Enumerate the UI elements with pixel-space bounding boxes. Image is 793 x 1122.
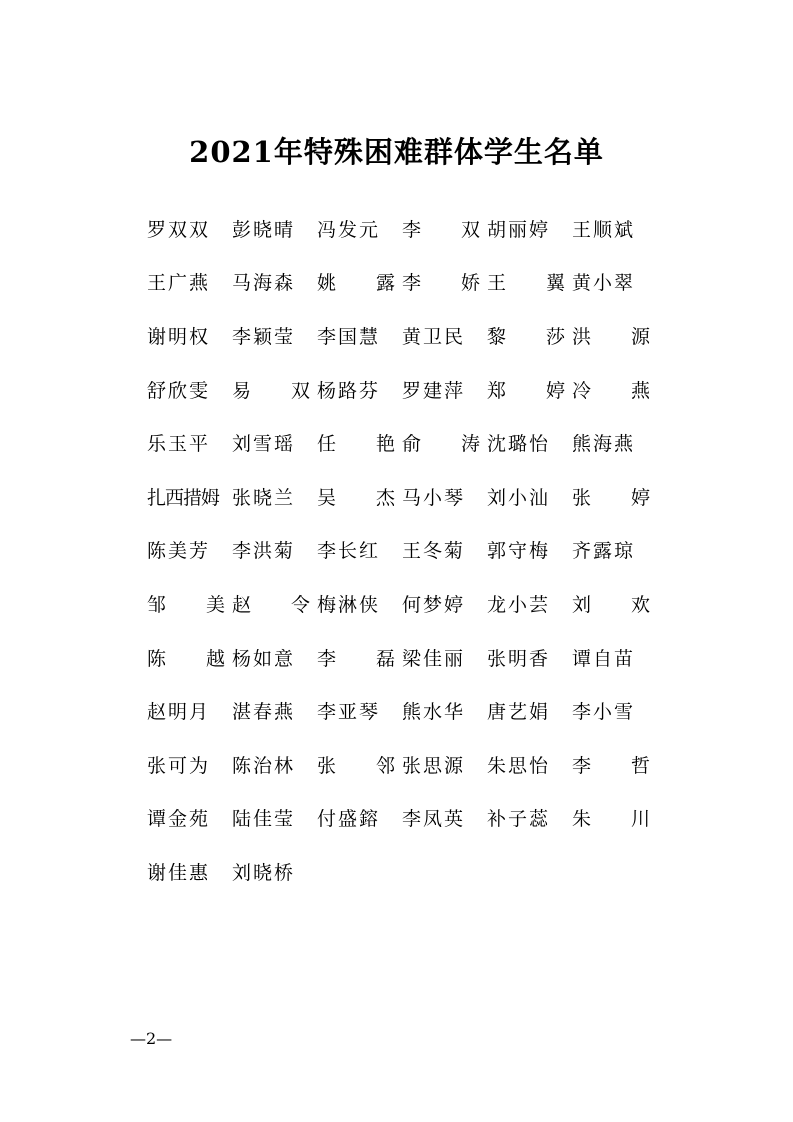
student-name-list — [147, 203, 667, 900]
student-name: 李小雪 — [572, 701, 636, 724]
student-name: 洪 源 — [572, 325, 650, 348]
student-name: 陈 越 — [147, 647, 225, 670]
student-name: 梅淋侠 — [317, 593, 381, 616]
student-name: 龙小芸 — [487, 593, 551, 616]
student-name: 彭晓晴 — [232, 218, 296, 241]
student-name: 黎 莎 — [487, 325, 565, 348]
student-name: 刘晓桥 — [232, 861, 296, 884]
student-name: 罗建萍 — [402, 379, 466, 402]
student-name: 郑 婷 — [487, 379, 565, 402]
student-name: 王 翼 — [487, 272, 565, 295]
student-name: 谭自苗 — [572, 647, 636, 670]
student-name: 舒欣雯 — [147, 379, 211, 402]
document-title: 2021年特殊困难群体学生名单 — [189, 135, 604, 169]
student-name: 陈治林 — [232, 754, 296, 777]
student-name: 李颖莹 — [232, 325, 296, 348]
student-name: 何梦婷 — [402, 593, 466, 616]
student-name: 马海森 — [232, 272, 296, 295]
student-name: 熊水华 — [402, 701, 466, 724]
student-name: 李国慧 — [317, 325, 381, 348]
student-name: 王冬菊 — [402, 540, 466, 563]
student-name: 李洪菊 — [232, 540, 296, 563]
student-name: 李长红 — [317, 540, 381, 563]
student-name: 陆佳莹 — [232, 808, 296, 831]
student-name: 黄小翠 — [572, 272, 636, 295]
student-name: 乐玉平 — [147, 433, 211, 456]
student-name: 刘小汕 — [487, 486, 551, 509]
student-name: 冯发元 — [317, 218, 381, 241]
student-name: 张明香 — [487, 647, 551, 670]
student-name: 邹 美 — [147, 593, 225, 616]
student-name: 朱 川 — [572, 808, 650, 831]
student-name: 齐露琼 — [572, 540, 636, 563]
student-name: 李亚琴 — [317, 701, 381, 724]
student-name: 熊海燕 — [572, 433, 636, 456]
student-name: 张晓兰 — [232, 486, 296, 509]
student-name: 赵 令 — [232, 593, 310, 616]
student-name: 王顺斌 — [572, 218, 636, 241]
student-name: 胡丽婷 — [487, 218, 551, 241]
student-name: 郭守梅 — [487, 540, 551, 563]
student-name: 扎西措姆 — [147, 486, 220, 509]
student-name: 李 哲 — [572, 754, 650, 777]
student-name: 马小琴 — [402, 486, 466, 509]
student-name: 沈璐怡 — [487, 433, 551, 456]
student-name: 王广燕 — [147, 272, 211, 295]
student-name: 罗双双 — [147, 218, 211, 241]
student-name: 朱思怡 — [487, 754, 551, 777]
student-name: 俞 涛 — [402, 433, 480, 456]
student-name: 谢佳惠 — [147, 861, 211, 884]
student-name: 张思源 — [402, 754, 466, 777]
student-name: 谭金苑 — [147, 808, 211, 831]
student-name: 唐艺娟 — [487, 701, 551, 724]
student-name: 姚 露 — [317, 272, 395, 295]
student-name: 吴 杰 — [317, 486, 395, 509]
student-name: 冷 燕 — [572, 379, 650, 402]
student-name: 张 婷 — [572, 486, 650, 509]
student-name: 任 艳 — [317, 433, 395, 456]
student-name: 谢明权 — [147, 325, 211, 348]
student-name: 张 邻 — [317, 754, 395, 777]
student-name: 赵明月 — [147, 701, 211, 724]
student-name: 杨路芬 — [317, 379, 381, 402]
student-name: 湛春燕 — [232, 701, 296, 724]
student-name: 黄卫民 — [402, 325, 466, 348]
student-name: 李 娇 — [402, 272, 480, 295]
student-name: 刘 欢 — [572, 593, 650, 616]
student-name: 梁佳丽 — [402, 647, 466, 670]
page-number: —2— — [130, 1029, 173, 1048]
student-name: 李 磊 — [317, 647, 395, 670]
student-name: 易 双 — [232, 379, 310, 402]
student-name: 刘雪瑶 — [232, 433, 296, 456]
student-name: 杨如意 — [232, 647, 296, 670]
student-name: 李 双 — [402, 218, 480, 241]
student-name: 付盛鎔 — [317, 808, 381, 831]
student-name: 李凤英 — [402, 808, 466, 831]
student-name: 补子蕊 — [487, 808, 551, 831]
student-name: 陈美芳 — [147, 540, 211, 563]
student-name: 张可为 — [147, 754, 211, 777]
